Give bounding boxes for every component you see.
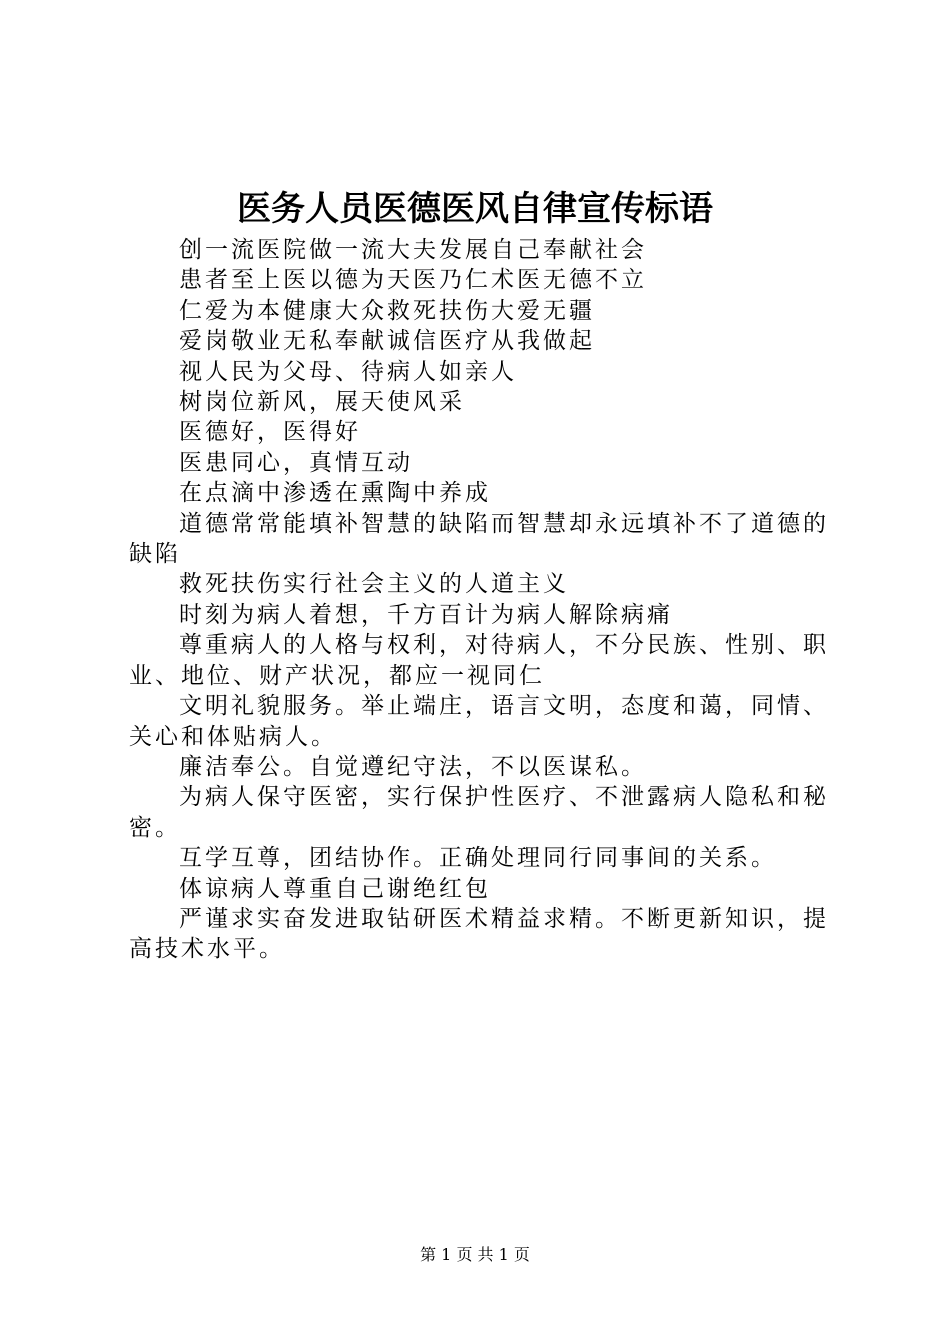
document-body — [129, 235, 833, 965]
slogan-paragraph: 患者至上医以德为天医乃仁术医无德不立 — [179, 267, 647, 294]
slogan-paragraph: 视人民为父母、待病人如亲人 — [179, 358, 517, 385]
slogan-paragraph: 体谅病人尊重自己谢绝红包 — [179, 875, 491, 902]
slogan-paragraph: 创一流医院做一流大夫发展自己奉献社会 — [179, 237, 647, 263]
slogan-paragraph: 树岗位新风，展天使风采 — [179, 389, 465, 416]
slogan-paragraph: 互学互尊，团结协作。正确处理同行同事间的关系。 — [179, 845, 777, 872]
slogan-paragraph: 救死扶伤实行社会主义的人道主义 — [179, 571, 569, 598]
slogan-paragraph: 时刻为病人着想，千方百计为病人解除病痛 — [179, 601, 673, 628]
slogan-paragraph: 为病人保守医密，实行保护性医疗、不泄露病人隐私和秘密。 — [129, 784, 829, 841]
slogan-paragraph: 道德常常能填补智慧的缺陷而智慧却永远填补不了道德的缺陷 — [129, 510, 829, 568]
page-number-footer: 第 1 页 共 1 页 — [420, 1245, 530, 1264]
slogan-paragraph: 医德好，医得好 — [179, 419, 361, 446]
slogan-paragraph: 严谨求实奋发进取钻研医术精益求精。不断更新知识，提高技术水平。 — [129, 905, 829, 963]
slogan-paragraph: 尊重病人的人格与权利，对待病人，不分民族、性别、职业、地位、财产状况，都应一视同仁 — [129, 632, 829, 689]
slogan-paragraph: 仁爱为本健康大众救死扶伤大爱无疆 — [179, 297, 595, 324]
slogan-paragraph: 文明礼貌服务。举止端庄，语言文明，态度和蔼，同情、关心和体贴病人。 — [129, 693, 829, 750]
slogan-paragraph: 在点滴中渗透在熏陶中养成 — [179, 480, 491, 507]
document-title: 医务人员医德医风自律宣传标语 — [237, 189, 713, 229]
slogan-paragraph: 医患同心，真情互动 — [179, 449, 413, 476]
slogan-paragraph: 爱岗敬业无私奉献诚信医疗从我做起 — [179, 328, 595, 355]
slogan-paragraph: 廉洁奉公。自觉遵纪守法，不以医谋私。 — [179, 753, 647, 780]
